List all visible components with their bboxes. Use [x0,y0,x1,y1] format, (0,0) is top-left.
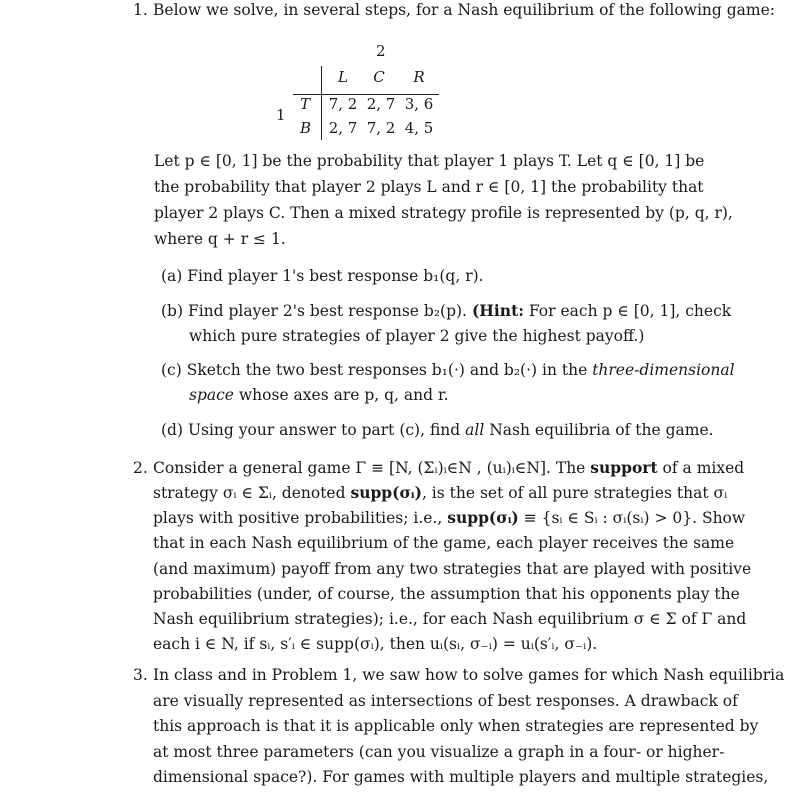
part-d [161,420,714,440]
part-a: (a) Find player 1's best response b₁(q, r). [161,267,484,285]
p2-line-2-text: strategy σᵢ ∈ Σᵢ, denoted [153,484,351,502]
matrix-horizontal-rule [293,94,439,95]
part-c-emphasis-2: space [189,386,234,404]
p2-line-2-end: , is the set of all pure strategies that σᵢ [421,484,728,502]
problem-1-number: 1. [133,1,148,19]
p3-line-2: are visually represented as intersections of best responses. A drawback of [153,692,738,710]
payoff-cell-t-c: 2, 7 [366,95,396,113]
p2-line-1-end: of a mixed [657,459,745,477]
p2-line-1 [153,458,744,478]
support-term: support [590,458,658,477]
p1-para-line-3: player 2 plays C. Then a mixed strategy profile is represented by (p, q, r), [154,204,733,222]
matrix-vertical-rule [321,66,322,140]
supp-notation: supp(σᵢ) [350,483,422,502]
part-d-emphasis: all [465,421,485,439]
column-label-r: R [413,68,425,86]
payoff-cell-b-c: 7, 2 [366,119,396,137]
p2-line-1-text: Consider a general game Γ ≡ [N, (Σᵢ)ᵢ∈N , (uᵢ)ᵢ∈N]. The [153,459,591,477]
part-c-line-2 [189,385,449,405]
payoff-cell-t-r: 3, 6 [404,95,434,113]
part-b-text: (b) Find player 2's best response b₂(p). [161,302,467,320]
p3-line-4: at most three parameters (can you visualize a graph in a four- or higher- [153,743,725,761]
part-b-line-1 [161,301,731,321]
p2-line-3-end: ≡ {sᵢ ∈ Sᵢ : σᵢ(sᵢ) > 0}. Show [518,509,746,527]
p2-line-7: Nash equilibrium strategies); i.e., for each Nash equilibrium σ ∈ Σ of Γ and [153,610,747,628]
row-label-b: B [300,119,312,137]
part-c-line-1 [161,360,735,380]
payoff-cell-b-l: 2, 7 [328,119,358,137]
part-c-text-2: whose axes are p, q, and r. [233,386,449,404]
part-c-emphasis: three-dimensional [592,361,735,379]
part-c-text: (c) Sketch the two best responses b₁(·) and b₂(·) in the [161,361,593,379]
part-b-line-2: which pure strategies of player 2 give the highest payoff.) [189,327,645,345]
payoff-cell-b-r: 4, 5 [404,119,434,137]
p2-line-6: probabilities (under, of course, the assumption that his opponents play the [153,585,740,603]
problem-3-number: 3. [133,666,148,684]
hint-text: For each p ∈ [0, 1], check [523,302,732,320]
p2-line-2 [153,483,727,503]
p3-line-1: In class and in Problem 1, we saw how to solve games for which Nash equilibria [153,666,785,684]
row-label-t: T [300,95,311,113]
p1-para-line-2: the probability that player 2 plays L and r ∈ [0, 1] the probability that [154,178,704,196]
column-player-label: 2 [376,42,386,60]
p2-line-3-text: plays with positive probabilities; i.e., [153,509,448,527]
problem-1-intro: Below we solve, in several steps, for a Nash equilibrium of the following game: [153,1,776,19]
p2-line-3 [153,508,745,528]
hint-label: (Hint: [471,301,524,320]
problem-2-number: 2. [133,459,148,477]
row-player-label: 1 [276,106,286,124]
p1-para-line-4: where q + r ≤ 1. [154,230,286,248]
p3-line-5: dimensional space?). For games with multiple players and multiple strategies, [153,768,769,786]
p1-para-line-1: Let p ∈ [0, 1] be the probability that player 1 plays T. Let q ∈ [0, 1] be [154,152,705,170]
supp-notation-2: supp(σᵢ) [447,508,519,527]
column-label-c: C [373,68,385,86]
part-d-text-2: Nash equilibria of the game. [484,421,714,439]
p2-line-5: (and maximum) payoff from any two strategies that are played with positive [153,560,752,578]
payoff-cell-t-l: 7, 2 [328,95,358,113]
p2-line-8: each i ∈ N, if sᵢ, s′ᵢ ∈ supp(σᵢ), then uᵢ(sᵢ, σ₋ᵢ) = uᵢ(s′ᵢ, σ₋ᵢ). [153,635,598,653]
p3-line-3: this approach is that it is applicable only when strategies are represented by [153,717,759,735]
column-label-l: L [338,68,348,86]
p2-line-4: that in each Nash equilibrium of the game, each player receives the same [153,534,735,552]
part-d-text: (d) Using your answer to part (c), find [161,421,466,439]
